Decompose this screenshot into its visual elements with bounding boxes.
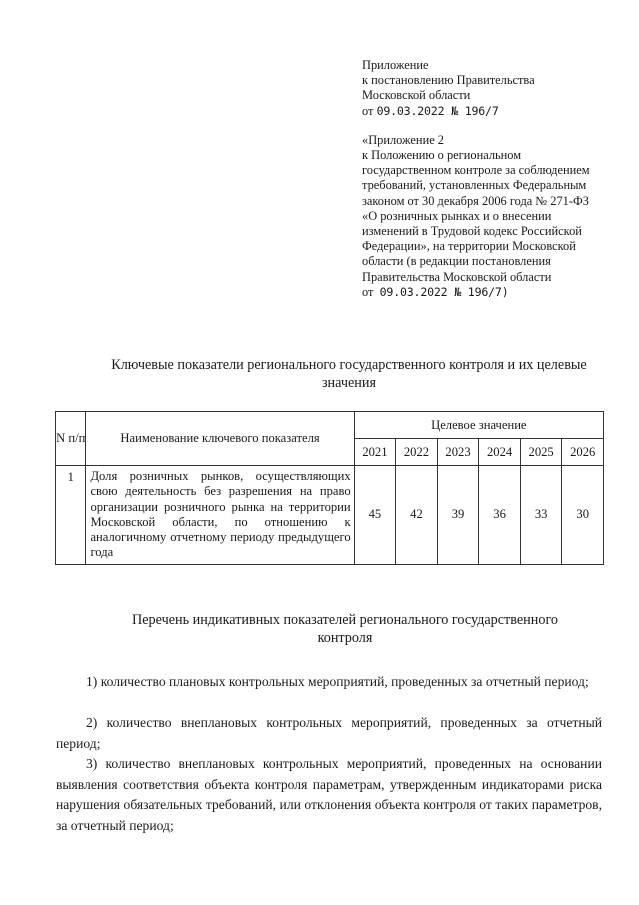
heading-line: контроля <box>317 629 373 646</box>
col-header-year: 2025 <box>520 439 562 466</box>
col-header-target: Целевое значение <box>354 412 603 439</box>
target-value: 39 <box>437 466 479 565</box>
date-prefix: от <box>362 284 374 299</box>
attachment-line: «О розничных рынках и о внесении <box>362 208 552 223</box>
col-header-number: N п/п <box>56 412 86 466</box>
indicative-item-text: 1) количество плановых контрольных мероприятий, проведенных за отчетный период; <box>86 674 589 689</box>
indicative-item-text: 3) количество внеплановых контрольных мероприятий, проведенных на основании выявления соответствия объекта контроля параметрам, утвержденным индикаторами риска нарушения обязательных требований, или отклонения объекта контроля от таких параметров, за отчетный период; <box>56 756 602 833</box>
date-stamp: 09.03.2022 № 196/7 <box>376 103 499 118</box>
col-header-year: 2026 <box>562 439 604 466</box>
indicative-item <box>56 754 602 836</box>
indicative-item <box>56 672 602 693</box>
target-value: 30 <box>562 466 604 565</box>
attachment-line: Правительства Московской области <box>362 269 552 284</box>
attachment-line: к постановлению Правительства <box>362 73 535 88</box>
attachment-line: Приложение <box>362 58 429 72</box>
indicative-item <box>56 713 602 754</box>
col-header-year: 2021 <box>354 439 396 466</box>
target-value: 42 <box>396 466 438 565</box>
key-indicators-table <box>55 411 604 565</box>
attachment-line: требований, установленных Федеральным <box>362 178 587 193</box>
attachment-line: области (в редакции постановления <box>362 254 551 269</box>
col-header-year: 2023 <box>437 439 479 466</box>
heading-line: значения <box>321 374 377 391</box>
col-header-year: 2022 <box>396 439 438 466</box>
date-stamp: 09.03.2022 № 196/7) <box>379 284 509 299</box>
target-value: 45 <box>354 466 396 565</box>
attachment-line: законом от 30 декабря 2006 года № 271-ФЗ <box>362 193 589 208</box>
target-value: 33 <box>520 466 562 565</box>
row-number: 1 <box>56 466 86 565</box>
attachment-line: Федерации», на территории Московской <box>362 239 576 254</box>
heading-line: Перечень индикативных показателей регионального государственного <box>131 612 559 628</box>
attachment-date-line <box>362 104 622 119</box>
col-header-year: 2024 <box>479 439 521 466</box>
attachment-line: изменений в Трудовой кодекс Российской <box>362 224 582 239</box>
indicative-item-text: 2) количество внеплановых контрольных мероприятий, проведенных за отчетный период; <box>56 715 602 751</box>
attachment-line: «Приложение 2 <box>362 132 444 147</box>
key-indicators-heading <box>84 357 614 392</box>
col-header-name: Наименование ключевого показателя <box>86 412 354 466</box>
target-value: 36 <box>479 466 521 565</box>
attachment-line: Московской области <box>362 88 471 103</box>
date-prefix: от <box>362 103 374 118</box>
attachment-header <box>362 58 622 300</box>
indicator-name: Доля розничных рынков, осуществляющих свою деятельность без разрешения на право организации розничного рынка на территории Московской области, по отношению к аналогичному отчетному периоду предыдущего года <box>86 466 354 565</box>
indicative-indicators-heading <box>100 612 590 647</box>
attachment-line: государственном контроле за соблюдением <box>362 163 590 178</box>
table-row <box>56 466 604 565</box>
heading-line: Ключевые показатели регионального государственного контроля и их целевые <box>111 357 587 373</box>
attachment-date-line <box>362 285 622 300</box>
attachment-line: к Положению о региональном <box>362 148 522 163</box>
